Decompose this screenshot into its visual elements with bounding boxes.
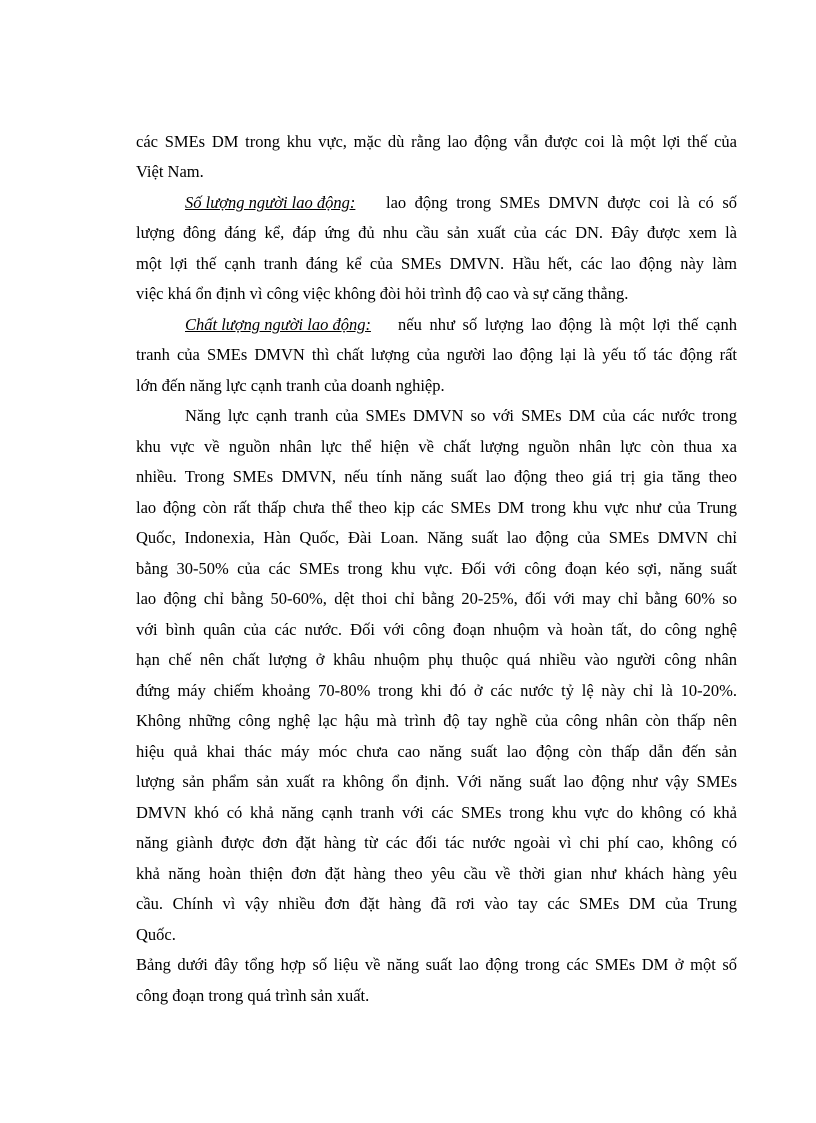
text-line: khả năng hoàn thiện đơn đặt hàng theo yêu cầu về thời gian như khách hàng yêu bbox=[136, 864, 737, 883]
text-line: lao động chỉ bằng 50-60%, dệt thoi chỉ bằng 20-25%, đối với may chỉ bằng 60% so bbox=[136, 589, 737, 608]
text-line: lao động còn rất thấp chưa thể theo kịp các SMEs DM trong khu vực như của Trung bbox=[136, 498, 737, 517]
text-line: với bình quân của các nước. Đối với công đoạn nhuộm và hoàn tất, do công nghệ bbox=[136, 620, 737, 639]
text-line: DMVN khó có khả năng cạnh tranh với các SMEs trong khu vực do không có khả bbox=[136, 803, 737, 822]
paragraph-lead-so-luong bbox=[185, 192, 385, 214]
text-line: Năng lực cạnh tranh của SMEs DMVN so với SMEs DM của các nước trong bbox=[185, 406, 737, 425]
text-line: Quốc. bbox=[136, 925, 176, 944]
text-line: nhiều. Trong SMEs DMVN, nếu tính năng suất lao động theo giá trị gia tăng theo bbox=[136, 467, 737, 486]
text-line: công đoạn trong quá trình sản xuất. bbox=[136, 986, 370, 1005]
text-line: nếu như số lượng lao động là một lợi thế cạnh bbox=[398, 315, 737, 334]
text-line: lớn đến năng lực cạnh tranh của doanh nghiệp. bbox=[136, 376, 445, 395]
text-line: việc khá ổn định vì công việc không đòi hỏi trình độ cao và sự căng thẳng. bbox=[136, 284, 629, 303]
text-line: năng giành được đơn đặt hàng từ các đối tác nước ngoài vì chi phí cao, không có bbox=[136, 833, 737, 852]
text-line: Quốc, Indonexia, Hàn Quốc, Đài Loan. Năng suất lao động của SMEs DMVN chỉ bbox=[136, 528, 737, 547]
text-line: lượng đông đáng kể, đáp ứng đủ nhu cầu sản xuất của các DN. Đây được xem là bbox=[136, 223, 737, 242]
text-line: lao động trong SMEs DMVN được coi là có số bbox=[386, 193, 737, 212]
text-line: một lợi thế cạnh tranh đáng kể của SMEs DMVN. Hầu hết, các lao động này làm bbox=[136, 254, 737, 273]
text-line: các SMEs DM trong khu vực, mặc dù rằng lao động vẫn được coi là một lợi thế của bbox=[136, 132, 737, 151]
text-line: hạn chế nên chất lượng ở khâu nhuộm phụ thuộc quá nhiều vào người công nhân bbox=[136, 650, 737, 669]
text-line: hiệu quả khai thác máy móc chưa cao năng suất lao động còn thấp dẫn đến sản bbox=[136, 742, 737, 761]
text-line: bằng 30-50% của các SMEs trong khu vực. Đối với công đoạn kéo sợi, năng suất bbox=[136, 559, 737, 578]
text-line: Việt Nam. bbox=[136, 162, 204, 181]
text-line: cầu. Chính vì vậy nhiều đơn đặt hàng đã rơi vào tay các SMEs DM của Trung bbox=[136, 894, 737, 913]
text-line: đứng máy chiếm khoảng 70-80% trong khi đó ở các nước tỷ lệ này chỉ là 10-20%. bbox=[136, 681, 737, 700]
text-line: khu vực về nguồn nhân lực thể hiện về chất lượng nguồn nhân lực còn thua xa bbox=[136, 437, 737, 456]
text-line: lượng sản phẩm sản xuất ra không ổn định. Với năng suất lao động như vậy SMEs bbox=[136, 772, 737, 791]
lead-phrase: Chất lượng người lao động: bbox=[185, 315, 371, 334]
paragraph-lead-chat-luong bbox=[185, 314, 397, 336]
text-line: Bảng dưới đây tổng hợp số liệu về năng suất lao động trong các SMEs DM ở một số bbox=[136, 955, 737, 974]
lead-phrase: Số lượng người lao động: bbox=[185, 193, 356, 212]
text-line: Không những công nghệ lạc hậu mà trình độ tay nghề của công nhân còn thấp nên bbox=[136, 711, 737, 730]
text-line: tranh của SMEs DMVN thì chất lượng của người lao động lại là yếu tố tác động rất bbox=[136, 345, 737, 364]
